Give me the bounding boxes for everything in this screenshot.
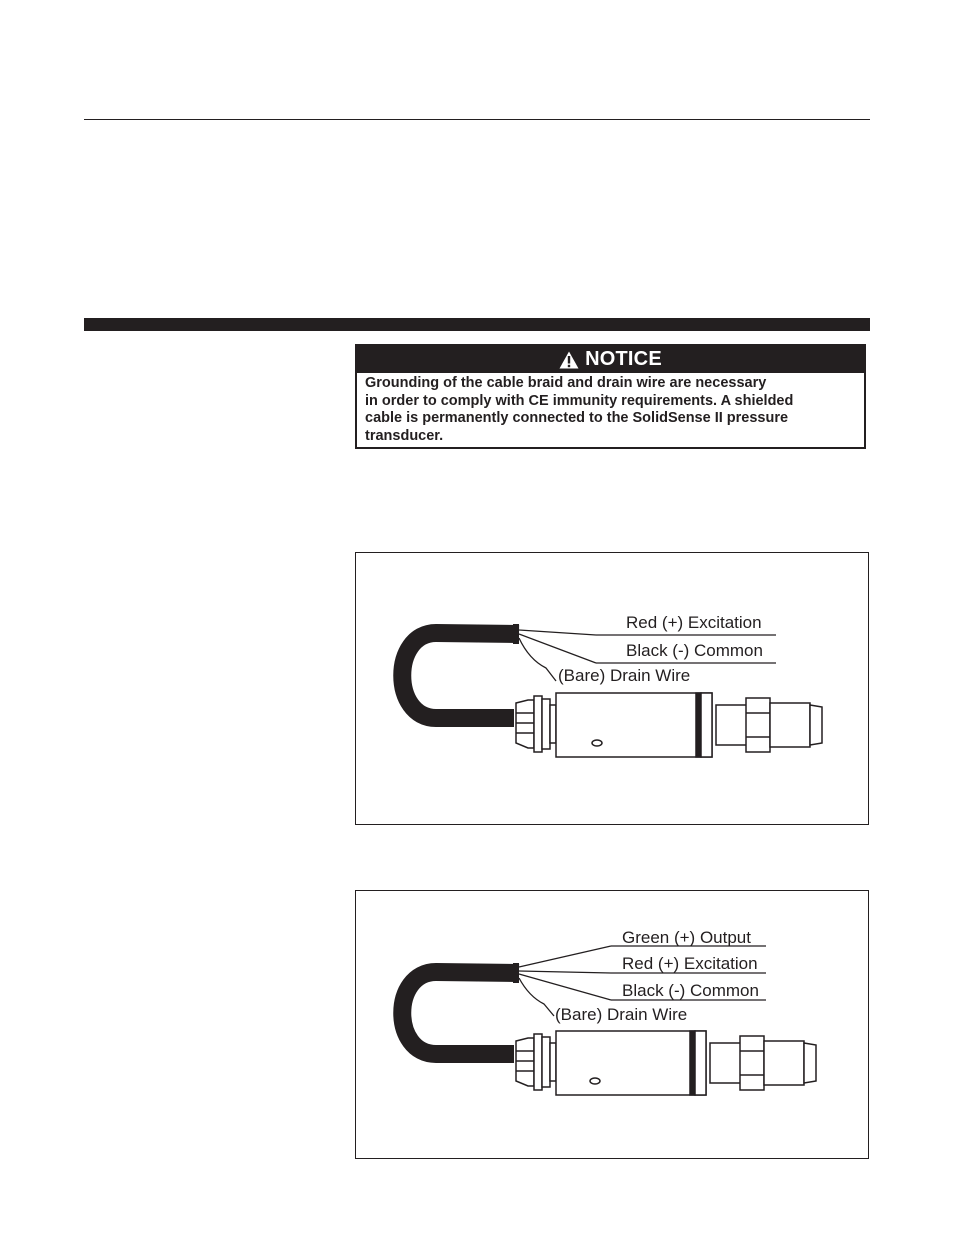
notice-line: in order to comply with CE immunity requirements. A shielded xyxy=(365,392,794,409)
black-wire-line xyxy=(519,634,596,663)
notice-line: Grounding of the cable braid and drain wire are necessary xyxy=(365,375,767,391)
wiring-figure-4-wire xyxy=(355,890,869,1159)
header-rule xyxy=(84,119,870,120)
red-wire-line xyxy=(519,630,596,635)
notice-text xyxy=(357,373,864,445)
section-divider-bar xyxy=(84,318,870,331)
notice-header xyxy=(357,346,864,373)
notice-line: transducer. xyxy=(365,427,444,444)
label-drain-wire: (Bare) Drain Wire xyxy=(555,1005,688,1024)
transducer-body xyxy=(556,693,712,757)
label-black-common: Black (-) Common xyxy=(622,981,759,1000)
red-wire-line xyxy=(519,971,611,973)
drain-wire-line xyxy=(519,978,554,1016)
pressure-fitting xyxy=(716,698,822,752)
warning-triangle-icon xyxy=(559,351,579,369)
green-wire-line xyxy=(519,946,611,967)
label-red-excitation: Red (+) Excitation xyxy=(626,613,762,632)
cable-loop xyxy=(402,633,519,718)
label-black-common: Black (-) Common xyxy=(626,641,763,660)
wiring-figure-3-wire xyxy=(355,552,869,825)
transducer-body xyxy=(556,1031,706,1095)
transducer-drawing xyxy=(356,553,870,826)
cable-loop xyxy=(402,972,519,1054)
drain-wire-line xyxy=(519,638,556,681)
notice-line: cable is permanently connected to the SolidSense II pressure xyxy=(365,410,789,426)
label-green-output: Green (+) Output xyxy=(622,928,751,947)
notice-box xyxy=(355,344,866,449)
notice-title: NOTICE xyxy=(585,348,662,370)
cable-gland xyxy=(516,1034,556,1090)
label-red-excitation: Red (+) Excitation xyxy=(622,954,758,973)
cable-gland xyxy=(516,696,556,752)
pressure-fitting xyxy=(710,1036,816,1090)
label-drain-wire: (Bare) Drain Wire xyxy=(558,666,691,685)
transducer-drawing xyxy=(356,891,870,1160)
